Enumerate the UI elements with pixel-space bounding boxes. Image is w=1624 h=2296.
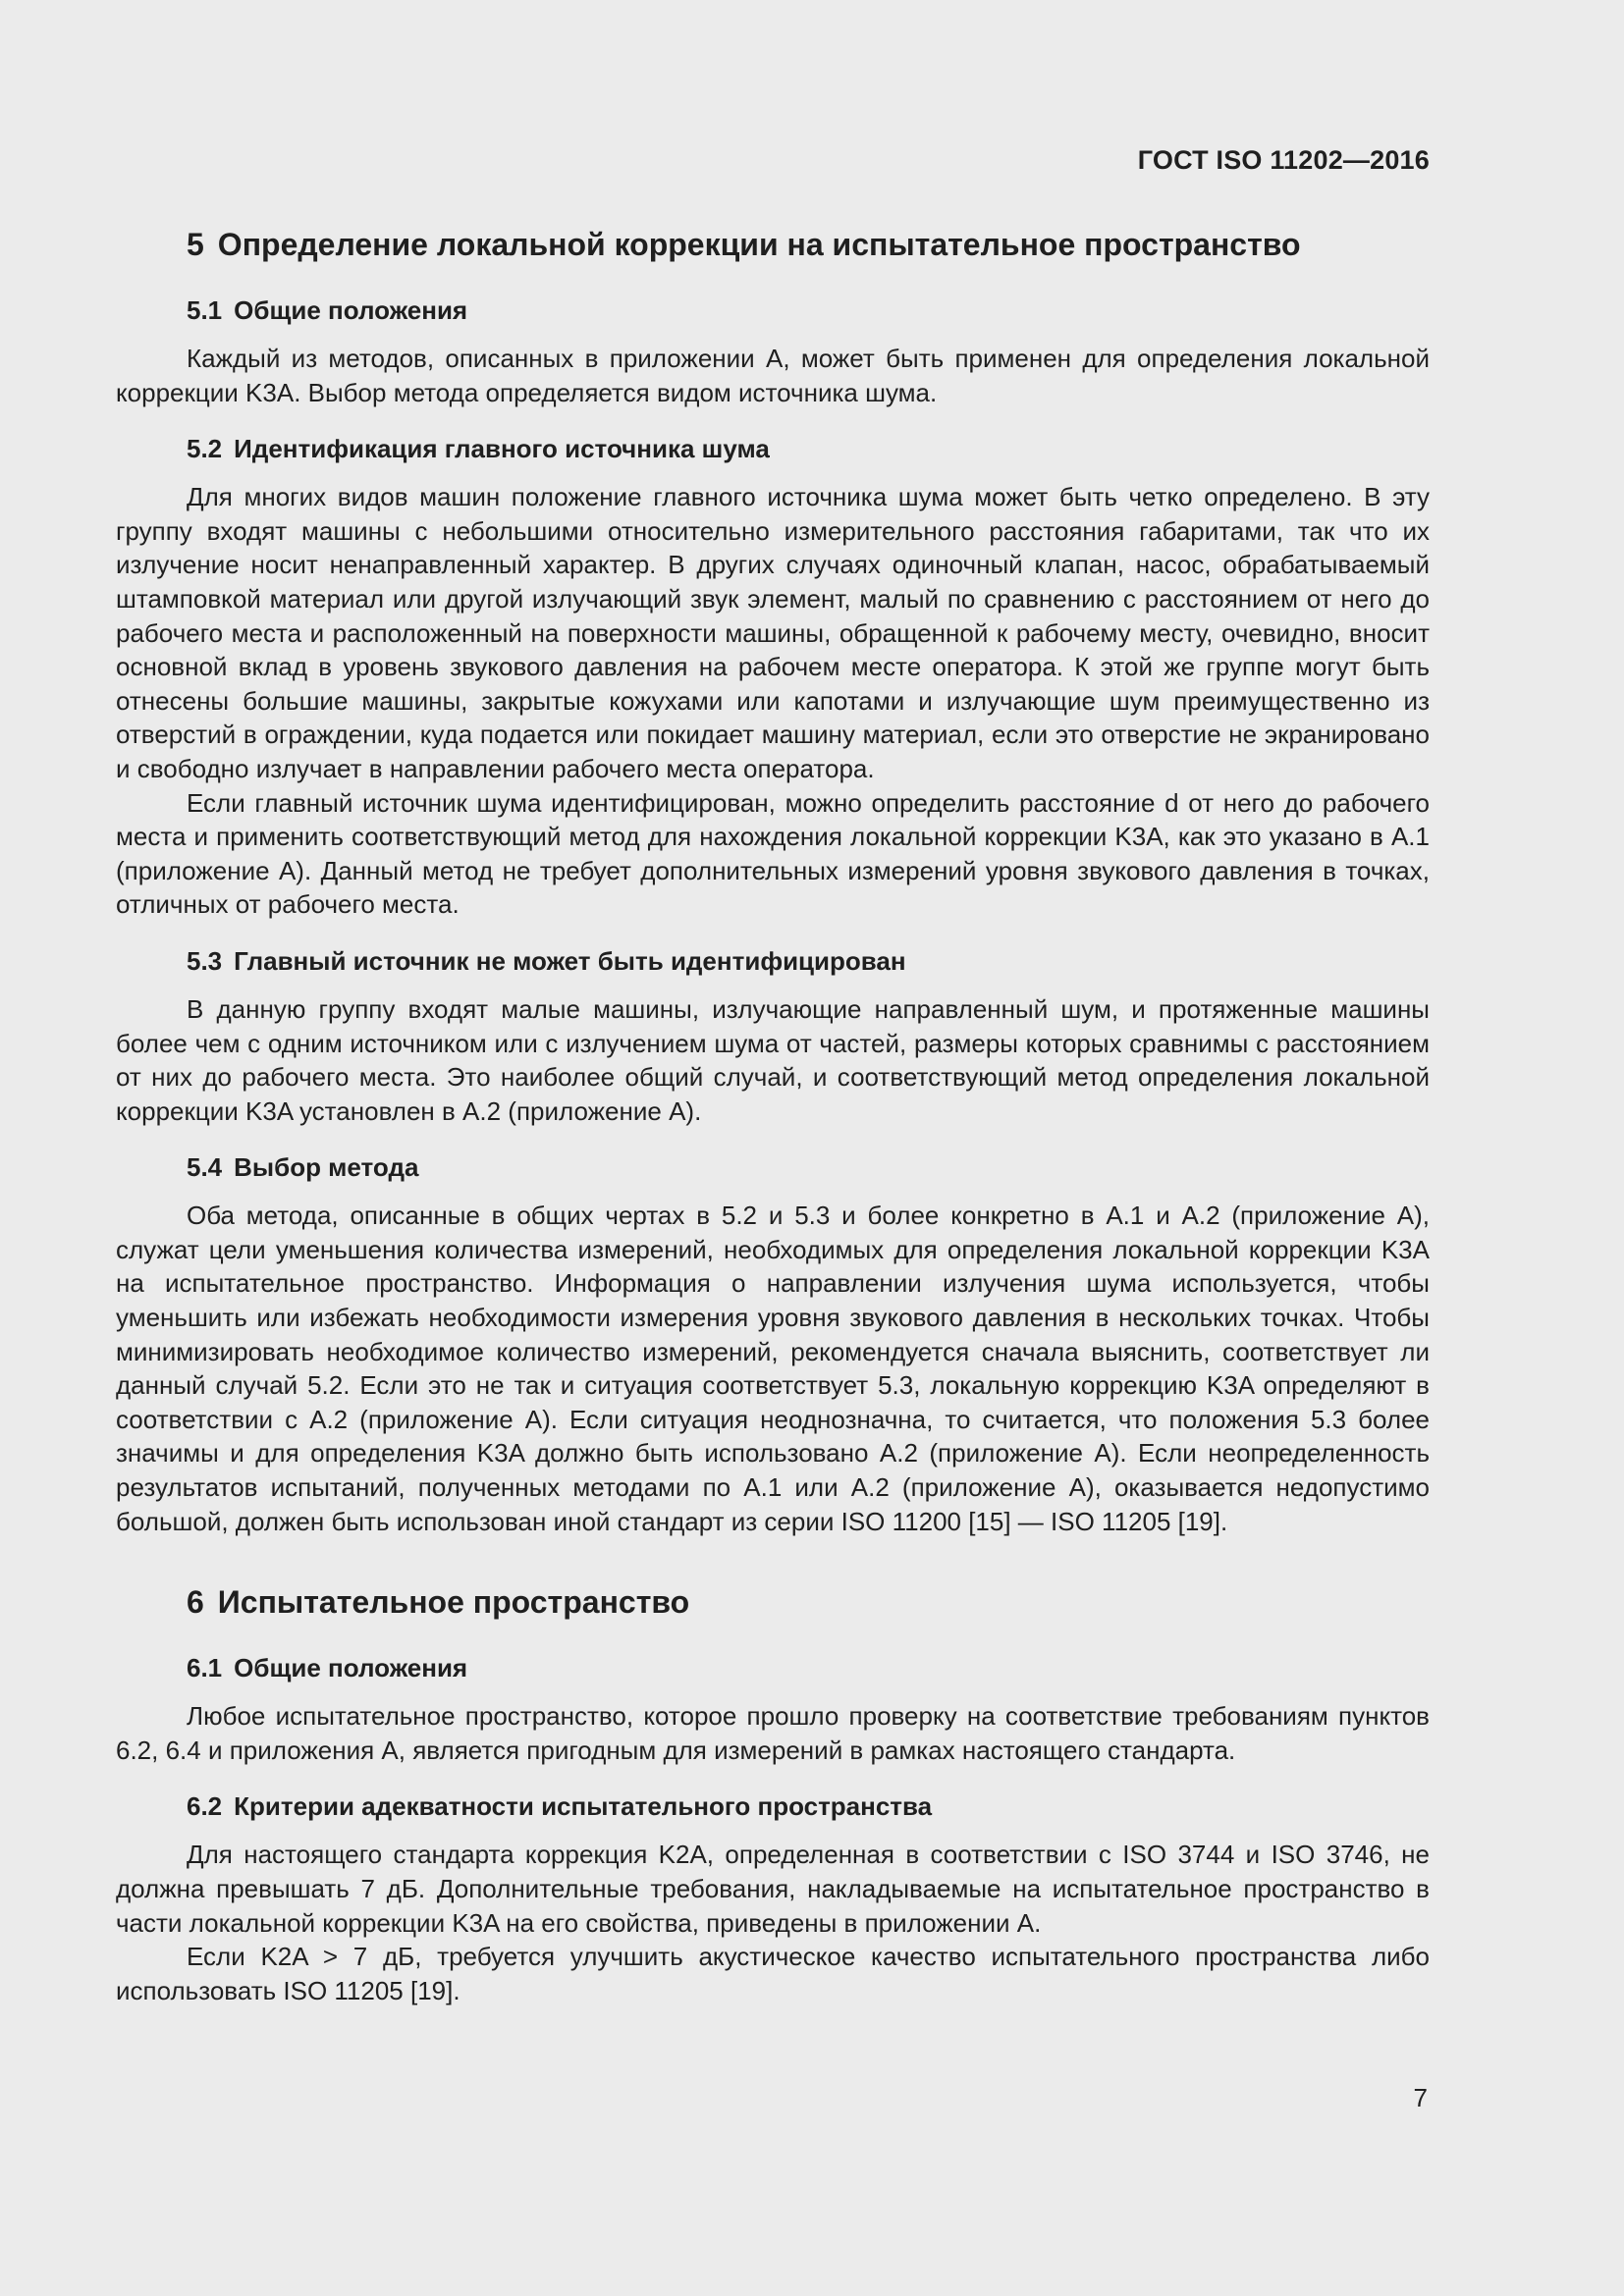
subsection-6-1: [116, 1648, 1430, 1767]
document-body: [116, 222, 1430, 2025]
paragraph: Для многих видов машин положение главного источника шума может быть четко определено. В эту группу входят машины с небольшими относительно измерительного расстояния габаритами, так что их излучение носит ненаправленный характер. В других случаях одиночный клапан, насос, обрабатываемый штамповкой материал или другой излучающий звук элемент, малый по сравнению с расстоянием от него до рабочего места и расположенный на поверхности машины, обращенной к рабочему месту, очевидно, вносит основной вклад в уровень звукового давления на рабочем месте оператора. К этой же группе могут быть отнесены большие машины, закрытые кожухами или капотами и излучающие шум преимущественно из отверстий в ограждении, куда подается или покидает машину материал, если это отверстие не экранировано и свободно излучает в направлении рабочего места оператора.: [116, 482, 1430, 783]
subsection-number: 5.3: [187, 945, 223, 976]
subsection-title: Критерии адекватности испытательного пространства: [234, 1791, 933, 1822]
section-heading: [187, 222, 1430, 267]
subsection-heading: [187, 291, 1430, 330]
subsection-heading: [187, 941, 1430, 981]
paragraph: Каждый из методов, описанных в приложении А, может быть применен для определения локальной коррекции K3A. Выбор метода определяется видом источника шума.: [116, 344, 1430, 407]
subsection-number: 5.4: [187, 1152, 223, 1183]
subsection-5-2: [116, 429, 1430, 922]
subsection-5-3: [116, 941, 1430, 1128]
subsection-title: Выбор метода: [234, 1152, 419, 1183]
subsection-number: 6.1: [187, 1653, 223, 1683]
section-number: 5: [187, 227, 204, 262]
subsection-number: 6.2: [187, 1791, 223, 1822]
subsection-6-2: [116, 1787, 1430, 2007]
subsection-title: Общие положения: [234, 1653, 468, 1683]
subsection-5-1: [116, 291, 1430, 409]
subsection-heading: [187, 1148, 1430, 1187]
subsection-number: 5.2: [187, 434, 223, 464]
subsection-title: Идентификация главного источника шума: [234, 434, 770, 464]
subsection-heading: [187, 429, 1430, 468]
section-heading: [187, 1579, 1430, 1625]
paragraph: В данную группу входят малые машины, излучающие направленный шум, и протяженные машины более чем с одним источником или с излучением шума от частей, размеры которых сравнимы с расстоянием от них до рабочего места. Это наиболее общий случай, и соответствующий метод определения локальной коррекции K3A установлен в А.2 (приложение А).: [116, 993, 1430, 1126]
section-6: [116, 1579, 1430, 2007]
subsection-title: Главный источник не может быть идентифицирован: [234, 945, 906, 976]
subsection-number: 5.1: [187, 295, 223, 325]
section-5: [116, 222, 1430, 1538]
standard-code: ГОСТ ISO 11202—2016: [1137, 145, 1430, 175]
section-number: 6: [187, 1584, 204, 1621]
paragraph: Любое испытательное пространство, которое прошло проверку на соответствие требованиям пунктов 6.2, 6.4 и приложения А, является пригодным для измерений в рамках настоящего стандарта.: [116, 1701, 1430, 1765]
section-title: Испытательное пространство: [217, 1584, 690, 1621]
paragraph: Оба метода, описанные в общих чертах в 5.2 и 5.3 и более конкретно в А.1 и А.2 (приложение А), служат цели уменьшения количества измерений, необходимых для определения локальной коррекции K3A на испытательное пространство. Информация о направлении излучения шума используется, чтобы уменьшить или избежать необходимости измерения уровня звукового давления в нескольких точках. Чтобы минимизировать необходимое количество измерений, рекомендуется сначала выяснить, соответствует ли данный случай 5.2. Если это не так и ситуация соответствует 5.3, локальную коррекцию K3A определяют в соответствии с А.2 (приложение А). Если ситуация неоднозначна, то считается, что положения 5.3 более значимы и для определения K3A должно быть использовано А.2 (приложение А). Если неопределенность результатов испытаний, полученных методами по А.1 или А.2 (приложение А), оказывается недопустимо большой, должен быть использован иной стандарт из серии ISO 11200 [15] — ISO 11205 [19].: [116, 1201, 1430, 1536]
subsection-heading: [187, 1648, 1430, 1687]
subsection-5-4: [116, 1148, 1430, 1538]
paragraph: Если главный источник шума идентифицирован, можно определить расстояние d от него до рабочего места и применить соответствующий метод для нахождения локальной коррекции K3A, как это указано в А.1 (приложение А). Данный метод не требует дополнительных измерений уровня звукового давления в точках, отличных от рабочего места.: [116, 787, 1430, 920]
subsection-heading: [187, 1787, 1430, 1826]
paragraph: Если K2A > 7 дБ, требуется улучшить акустическое качество испытательного пространства либо использовать ISO 11205 [19].: [116, 1942, 1430, 2005]
paragraph: Для настоящего стандарта коррекция K2A, определенная в соответствии с ISO 3744 и ISO 3746, не должна превышать 7 дБ. Дополнительные требования, накладываемые на испытательное пространство в части локальной коррекции K3A на его свойства, приведены в приложении А.: [116, 1840, 1430, 1938]
section-title: Определение локальной коррекции на испытательное пространство: [217, 227, 1301, 262]
subsection-title: Общие положения: [234, 295, 468, 325]
page-number: 7: [1413, 2083, 1428, 2112]
